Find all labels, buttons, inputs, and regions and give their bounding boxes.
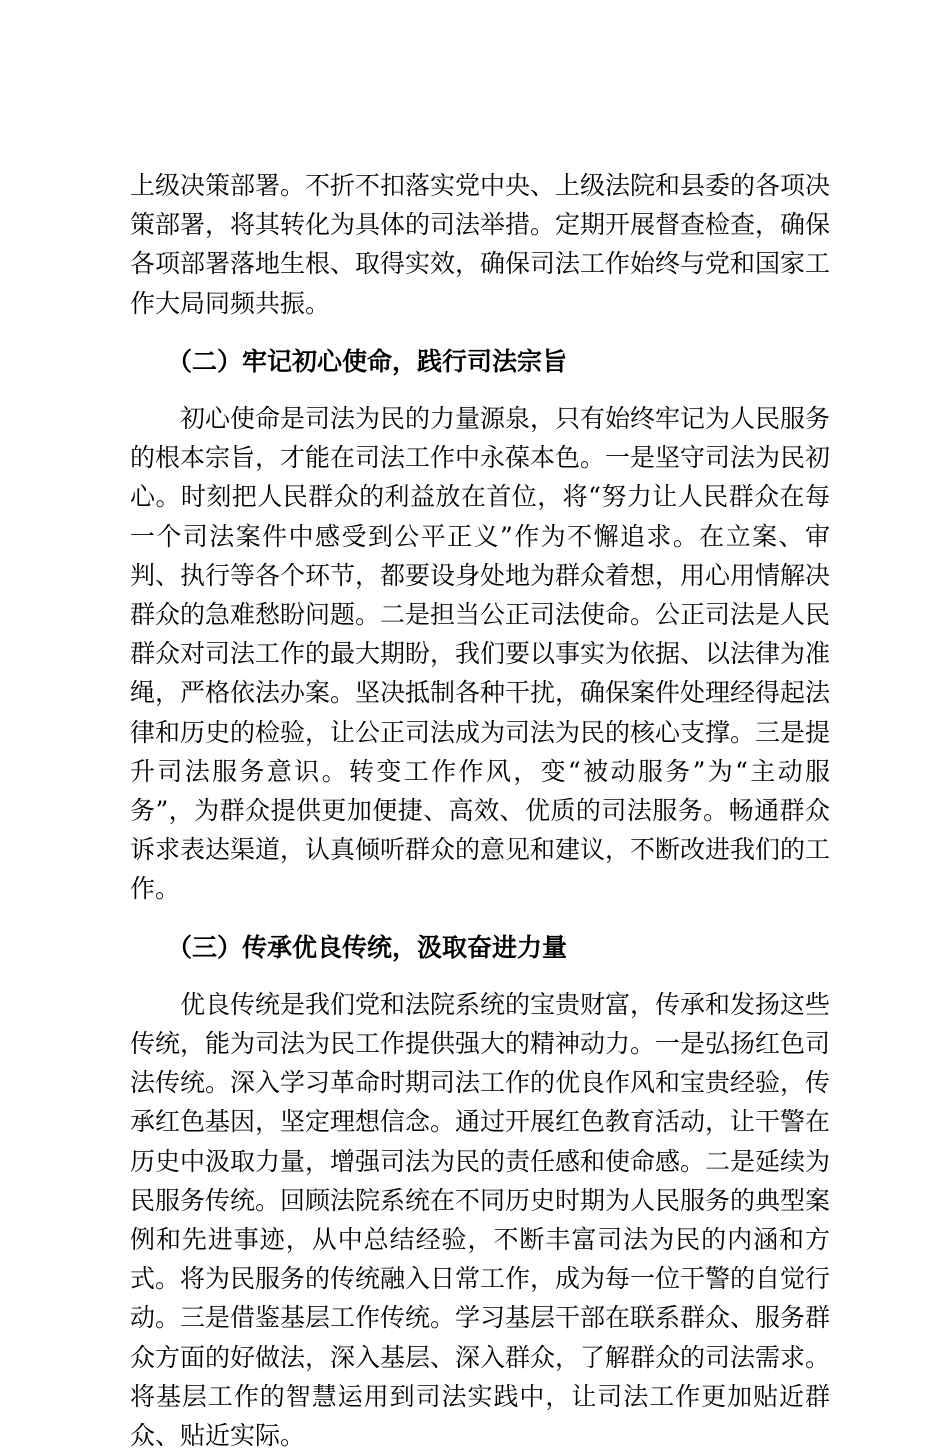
section-heading-3: （三）传承优良传统，汲取奋进力量 bbox=[167, 932, 568, 962]
paragraph-continuation: 上级决策部署。不折不扣落实党中央、上级法院和县委的各项决策部署，将其转化为具体的司法举措。定期开展督查检查，确保各项部署落地生根、取得实效，确保司法工作始终与党和国家工作大局同频共振。 bbox=[130, 171, 831, 318]
section-heading-2: （二）牢记初心使命，践行司法宗旨 bbox=[167, 346, 568, 376]
document-page bbox=[130, 166, 830, 1455]
paragraph-section-3: 优良传统是我们党和法院系统的宝贵财富，传承和发扬这些传统，能为司法为民工作提供强大的精神动力。一是弘扬红色司法传统。深入学习革命时期司法工作的优良作风和宝贵经验，传承红色基因，坚定理想信念。通过开展红色教育活动，让干警在历史中汲取力量，增强司法为民的责任感和使命感。二是延续为民服务传统。回顾法院系统在不同历史时期为人民服务的典型案例和先进事迹，从中总结经验，不断丰富司法为民的内涵和方式。将为民服务的传统融入日常工作，成为每一位干警的自觉行动。三是借鉴基层工作传统。学习基层干部在联系群众、服务群众方面的好做法，深入基层、深入群众，了解群众的司法需求。将基层工作的智慧运用到司法实践中，让司法工作更加贴近群众、贴近实际。 bbox=[130, 989, 831, 1451]
paragraph-section-2: 初心使命是司法为民的力量源泉，只有始终牢记为人民服务的根本宗旨，才能在司法工作中永葆本色。一是坚守司法为民初心。时刻把人民群众的利益放在首位，将“努力让人民群众在每一个司法案件中感受到公平正义”作为不懈追求。在立案、审判、执行等各个环节，都要设身处地为群众着想，用心用情解决群众的急难愁盼问题。二是担当公正司法使命。公正司法是人民群众对司法工作的最大期盼，我们要以事实为依据、以法律为准绳，严格依法办案。坚决抵制各种干扰，确保案件处理经得起法律和历史的检验，让公正司法成为司法为民的核心支撑。三是提升司法服务意识。转变工作作风，变“被动服务”为“主动服务”，为群众提供更加便捷、高效、优质的司法服务。畅通群众诉求表达渠道，认真倾听群众的意见和建议，不断改进我们的工作。 bbox=[130, 404, 831, 904]
